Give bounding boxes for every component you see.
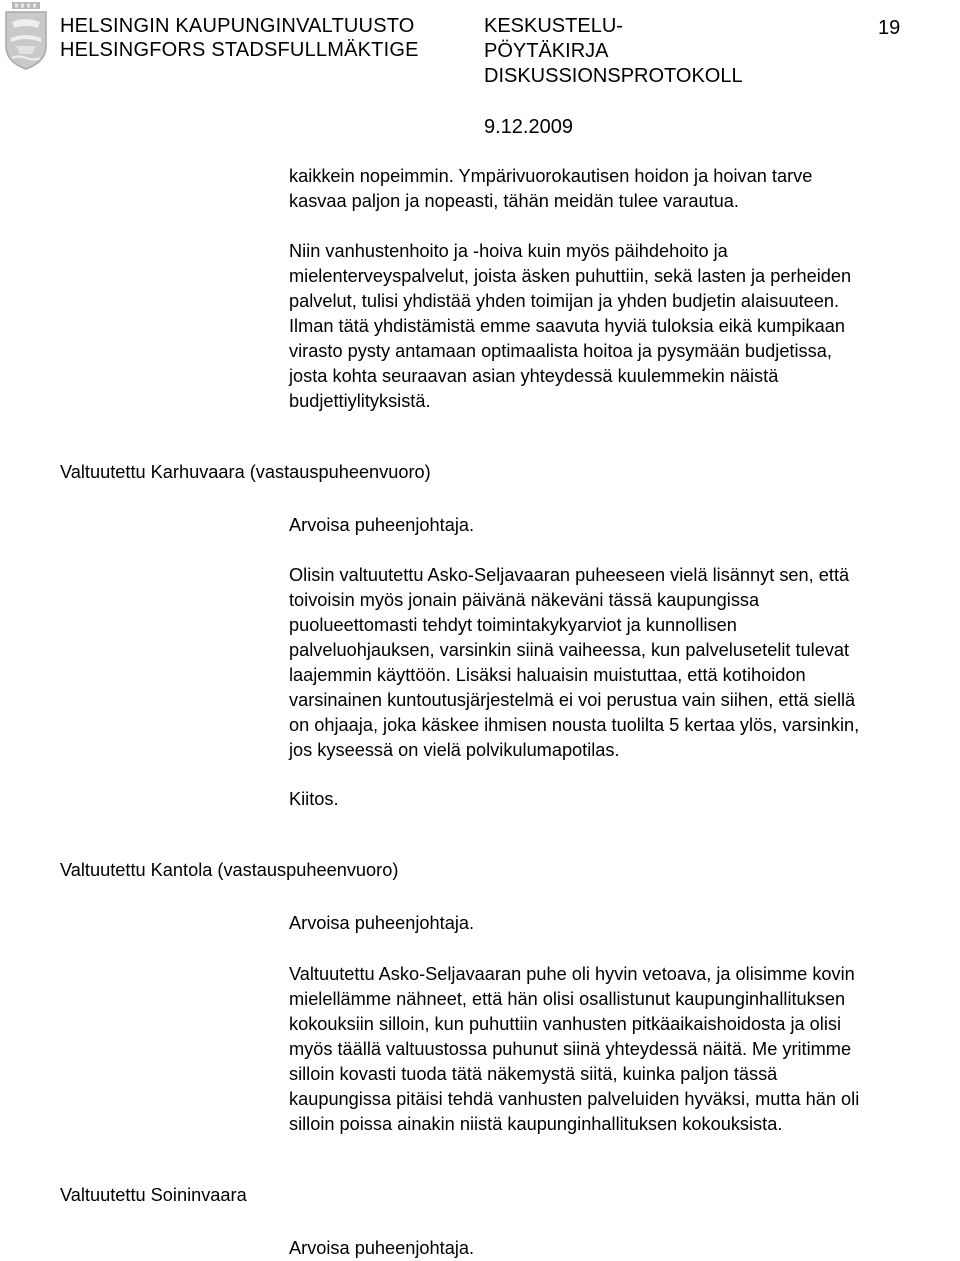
- paragraph-line: kokouksiin silloin, kun puhuttiin vanhusten pitkäaikaishoidosta ja olisi: [289, 1014, 842, 1034]
- paragraph-line: Niin vanhustenhoito ja -hoiva kuin myös päihdehoito ja: [289, 241, 728, 261]
- paragraph-2: [289, 239, 951, 414]
- paragraph-line: virasto pysty antamaan optimaalista hoitoa ja pysymään budjetissa,: [289, 341, 832, 361]
- paragraph-line: silloin kovasti tuoda tätä näkemystä siitä, kuinka paljon tässä: [289, 1064, 778, 1084]
- paragraph-line: puolueettomasti tehdyt toimintakykyarviot ja kunnollisen: [289, 615, 737, 635]
- paragraph-line: on ohjaaja, joka käskee ihmisen nousta tuolilta 5 kertaa ylös, varsinkin,: [289, 715, 860, 735]
- paragraph-line: jos kyseessä on vielä polvikulumapotilas.: [289, 740, 620, 760]
- paragraph-3: [289, 563, 951, 763]
- page-number: 19: [878, 17, 901, 39]
- salutation: Arvoisa puheenjohtaja.: [289, 1238, 475, 1258]
- paragraph-line: palveluohjauksen, varsinkin siinä vaiheessa, kun palvelusetelit tulevat: [289, 640, 850, 660]
- closing-thanks: Kiitos.: [289, 789, 339, 809]
- paragraph-line: mielellämme nähneet, että hän olisi osallistunut kaupunginhallituksen: [289, 989, 846, 1009]
- document-type: [484, 14, 743, 89]
- document-type-line-1: KESKUSTELU-: [484, 15, 623, 37]
- city-crest-logo: [2, 2, 50, 70]
- organization-name-finnish: HELSINGIN KAUPUNGINVALTUUSTO: [60, 15, 415, 37]
- document-type-line-3: DISKUSSIONSPROTOKOLL: [484, 65, 743, 87]
- organization-name: [60, 14, 419, 62]
- document-type-line-2: PÖYTÄKIRJA: [484, 40, 609, 62]
- paragraph-line: myös täällä valtuustossa puhunut siinä yhteydessä näitä. Me yritimme: [289, 1039, 852, 1059]
- paragraph-4: [289, 962, 951, 1137]
- paragraph-line: josta kohta seuraavan asian yhteydessä kuulemmekin näistä: [289, 366, 779, 386]
- paragraph-line: varsinainen kuntoutusjärjestelmä ei voi perustua vain siihen, että siellä: [289, 690, 856, 710]
- paragraph-1: [289, 164, 951, 214]
- speaker-heading-kantola: Valtuutettu Kantola (vastauspuheenvuoro): [60, 860, 399, 880]
- paragraph-line: Ilman tätä yhdistämistä emme saavuta hyviä tuloksia eikä kumpikaan: [289, 316, 845, 336]
- salutation: Arvoisa puheenjohtaja.: [289, 515, 475, 535]
- paragraph-line: kaikkein nopeimmin. Ympärivuorokautisen hoidon ja hoivan tarve: [289, 166, 813, 186]
- paragraph-line: laajemmin käyttöön. Lisäksi haluaisin muistuttaa, että kotihoidon: [289, 665, 806, 685]
- paragraph-line: toivoisin myös jonain päivänä näkeväni tässä kaupungissa: [289, 590, 760, 610]
- document-date: 9.12.2009: [484, 116, 573, 138]
- paragraph-line: kaupungissa pitäisi tehdä vanhusten palveluiden hyväksi, mutta hän oli: [289, 1089, 860, 1109]
- speaker-heading-karhuvaara: Valtuutettu Karhuvaara (vastauspuheenvuoro): [60, 462, 431, 482]
- paragraph-line: mielenterveyspalvelut, joista äsken puhuttiin, sekä lasten ja perheiden: [289, 266, 852, 286]
- paragraph-line: silloin poissa ainakin niistä kaupunginhallituksen kokouksista.: [289, 1114, 783, 1134]
- paragraph-line: kasvaa paljon ja nopeasti, tähän meidän tulee varautua.: [289, 191, 739, 211]
- salutation: Arvoisa puheenjohtaja.: [289, 913, 475, 933]
- paragraph-line: palvelut, tulisi yhdistää yhden toimijan ja yhden budjetin alaisuuteen.: [289, 291, 840, 311]
- speaker-heading-soininvaara: Valtuutettu Soininvaara: [60, 1185, 247, 1205]
- paragraph-line: Olisin valtuutettu Asko-Seljavaaran puheeseen vielä lisännyt sen, että: [289, 565, 850, 585]
- organization-name-swedish: HELSINGFORS STADSFULLMÄKTIGE: [60, 39, 419, 61]
- paragraph-line: budjettiylityksistä.: [289, 391, 431, 411]
- paragraph-line: Valtuutettu Asko-Seljavaaran puhe oli hyvin vetoava, ja olisimme kovin: [289, 964, 855, 984]
